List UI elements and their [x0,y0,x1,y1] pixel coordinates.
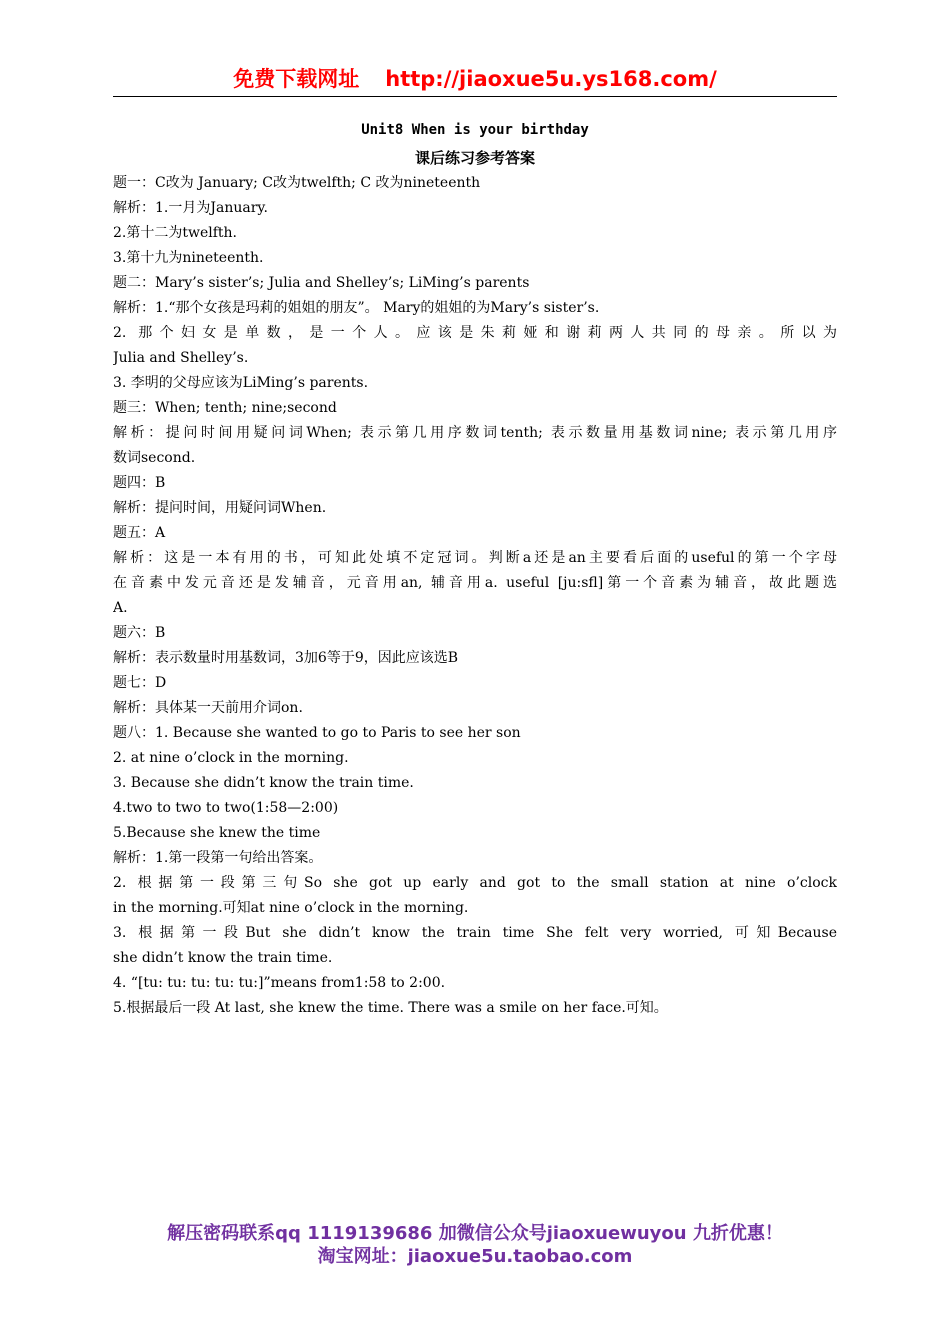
text-line: 题八：1. Because she wanted to go to Paris to see her son [113,725,521,741]
text-line: 2.第十二为twelfth. [113,225,238,241]
text-line: 解析：这是一本有用的书，可知此处填不定冠词。判断a还是an主要看后面的useful的第一个字母 [113,550,837,566]
header-url-link[interactable]: http://jiaoxue5u.ys168.com/ [385,67,717,91]
text-line: 3. 根据第一段But she didn’t know the train time She felt very worried, 可知Because [113,925,837,941]
text-line: 解析：1.一月为January. [113,200,268,216]
text-line: in the morning.可知at nine o’clock in the morning. [113,900,469,916]
text-line: 题四：B [113,475,166,491]
document-subtitle: 课后练习参考答案 [414,149,535,167]
header-download-label: 免费下载网址 [233,67,360,91]
text-line: 2. at nine o’clock in the morning. [113,750,349,766]
document-body [113,171,837,1021]
text-line: 数词second. [113,450,196,466]
text-line: 5.根据最后一段 At last, she knew the time. There was a smile on her face.可知。 [113,1000,668,1016]
text-line: 解析：1.第一段第一句给出答案。 [113,850,323,866]
text-line: A. [113,600,128,616]
text-line: 4.two to two to two(1:58—2:00) [113,800,339,816]
text-line: 3. 李明的父母应该为LiMing’s parents. [113,375,369,391]
text-line: 3. Because she didn’t know the train time. [113,775,414,791]
text-line: 2. 那个妇女是单数，是一个人。应该是朱莉娅和谢莉两人共同的母亲。所以为 [113,325,837,341]
footer-taobao-link[interactable]: 淘宝网址：jiaoxue5u.taobao.com [317,1246,633,1267]
document-title: Unit8 When is your birthday [361,122,589,138]
text-line: 5.Because she knew the time [113,825,321,841]
text-line: she didn’t know the train time. [113,950,333,966]
text-line: 解析：1.“那个女孩是玛莉的姐姐的朋友”。 Mary的姐姐的为Mary’s sister’s. [113,300,600,316]
text-line: 2. 根据第一段第三句So she got up early and got to the small station at nine o’clock [113,875,837,891]
text-line: 题七：D [113,675,167,691]
text-line: 解析：提问时间用疑问词When; 表示第几用序数词tenth; 表示数量用基数词nine; 表示第几用序 [113,425,837,441]
text-line: 题三：When; tenth; nine;second [113,400,337,416]
text-line: Julia and Shelley’s. [113,350,249,366]
text-line: 题一：C改为 January; C改为twelfth; C 改为nineteenth [113,175,481,191]
text-line: 解析：具体某一天前用介词on. [113,700,303,716]
text-line: 4. “[tu: tu: tu: tu: tu:]”means from1:58 to 2:00. [113,975,446,991]
text-line: 题五：A [113,525,166,541]
text-line: 解析：提问时间，用疑问词When. [113,500,327,516]
footer-contact-line: 解压密码联系qq 1119139686 加微信公众号jiaoxuewuyou 九折优惠！ [167,1223,783,1244]
page-header [113,62,837,97]
text-line: 在音素中发元音还是发辅音，元音用an, 辅音用a. useful [ju:sfl]第一个音素为辅音，故此题选 [113,575,837,591]
text-line: 题二：Mary’s sister’s; Julia and Shelley’s; LiMing’s parents [113,275,530,291]
text-line: 题六：B [113,625,166,641]
text-line: 3.第十九为nineteenth. [113,250,264,266]
text-line: 解析：表示数量时用基数词，3加6等于9，因此应该选B [113,650,459,666]
